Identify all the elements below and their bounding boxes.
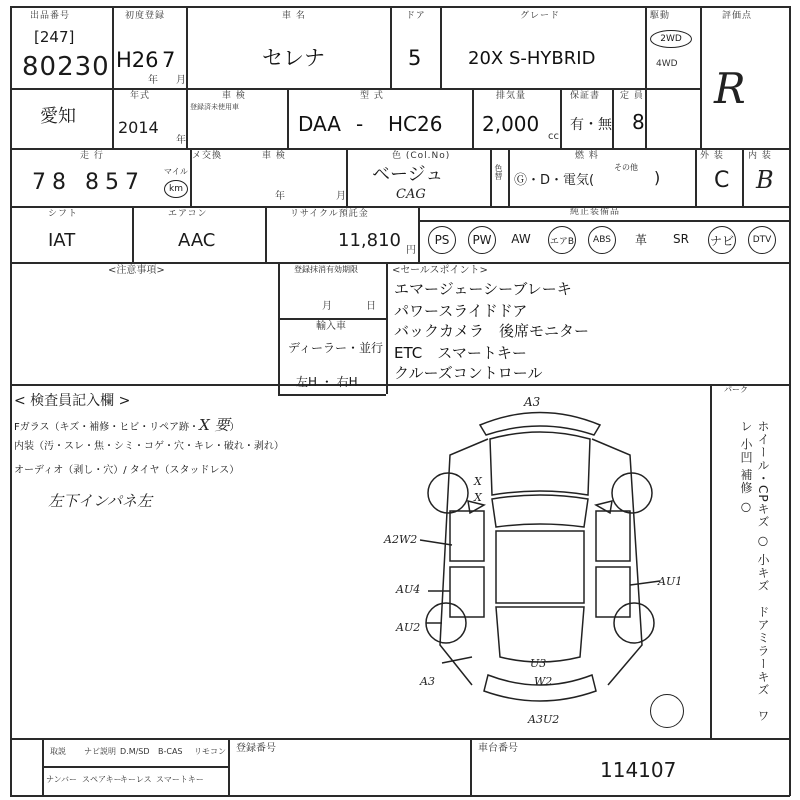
first-reg-era: H26 — [116, 48, 159, 72]
shift: IAT — [48, 230, 76, 251]
stamp-circle — [650, 694, 684, 728]
r3-v4 — [508, 148, 510, 206]
footer-item-2: ナビ説明 — [84, 747, 116, 756]
type-dash: - — [356, 112, 364, 136]
roof — [496, 531, 584, 603]
recycle: 11,810 — [338, 230, 401, 251]
grade-label: グレード — [520, 11, 561, 21]
recycle-label: リサイクル預託金 — [290, 209, 369, 219]
r1-v5 — [645, 6, 647, 148]
fuel-other: その他 — [614, 163, 638, 172]
sales-point-4: ETC スマートキー — [394, 344, 527, 362]
equip-5: ABS — [588, 226, 616, 254]
interior-label: 内 装 — [748, 151, 772, 161]
reg-expiry-month: 月 — [322, 301, 332, 312]
first-reg-label: 初度登録 — [125, 11, 166, 21]
r1-v6 — [700, 6, 702, 148]
equip-label-sep — [418, 220, 790, 222]
r4-v1 — [132, 206, 134, 262]
door-left-front — [450, 511, 484, 561]
model-year-label: 年式 — [130, 91, 151, 101]
hood — [490, 432, 590, 495]
equip-1: PS — [428, 226, 456, 254]
notes-h1 — [278, 318, 386, 320]
r2-v1 — [186, 88, 188, 148]
area: 愛知 — [40, 106, 76, 127]
r2-v2 — [287, 88, 289, 148]
f-v3 — [470, 738, 472, 795]
mileage: 78 857 — [32, 170, 145, 195]
type-code: HC26 — [388, 112, 443, 136]
mark-rear-1: U3 — [530, 657, 547, 670]
inspection-sub: 登録済未使用車 — [190, 103, 239, 111]
exhibit-no-label: 出品番号 — [30, 11, 71, 21]
exhibit-tag: [247] — [34, 28, 75, 46]
footer-sep — [10, 738, 790, 740]
notes-v1 — [278, 262, 280, 394]
mark-line-1 — [420, 540, 452, 545]
sales-point-2: パワースライドドア — [394, 302, 528, 320]
r3-v3 — [490, 148, 492, 206]
model-year-suffix: 年 — [176, 135, 186, 146]
mile-label: マイル — [164, 167, 188, 176]
equip-4: エアB — [548, 226, 576, 254]
equip-6: 革 — [634, 232, 647, 247]
row3-month-suffix: 月 — [336, 191, 346, 202]
sales-point-5: クルーズコントロール — [394, 364, 543, 382]
shift-label: シフト — [48, 209, 79, 219]
mark-bottom: A3U2 — [528, 713, 560, 726]
r4-v2 — [265, 206, 267, 262]
equip-9: DTV — [748, 226, 776, 254]
mark-left-3: AU2 — [396, 621, 421, 634]
mark-right-1: AU1 — [658, 575, 683, 588]
capacity: 8 — [632, 110, 645, 134]
row3-inspection-label: 車 検 — [262, 151, 286, 161]
equip-8: ナビ — [708, 226, 736, 254]
equip-3: AW — [511, 232, 531, 246]
import-label: 輸入車 — [316, 321, 346, 332]
fuel-close: ) — [654, 168, 661, 187]
side-h — [710, 384, 790, 386]
color-label: 色 (Col.No) — [392, 151, 451, 161]
mark-rear-2: W2 — [534, 675, 553, 688]
inspector-line1-suffix: ） — [229, 422, 240, 433]
footer-item-3: D.M/SD — [120, 747, 150, 756]
warranty: 有・無 — [570, 117, 612, 133]
frame-top — [10, 6, 790, 8]
mark-left-2: AU4 — [396, 583, 421, 596]
chassis-no: 114107 — [600, 758, 677, 782]
mark-x-2: X — [474, 491, 482, 504]
fuel-label: 燃 料 — [575, 151, 599, 161]
exterior: C — [714, 168, 730, 193]
row3-sep — [10, 206, 790, 208]
reg-no-label: 登録番号 — [236, 743, 276, 754]
f-v2 — [228, 738, 230, 795]
doors-label: ドア — [406, 11, 426, 21]
notes-h2 — [278, 394, 386, 396]
mileage-label: 走 行 — [80, 151, 104, 161]
row4-sep — [10, 262, 790, 264]
equip-2: PW — [468, 226, 496, 254]
inspector-line1 — [14, 418, 240, 433]
fuel-options: Ⓖ・D・電気( — [514, 173, 595, 188]
mark-left-4: A3 — [420, 675, 435, 688]
first-reg-month: 7 — [162, 48, 176, 72]
r1-v1 — [112, 6, 114, 148]
footer-item-7: スペアキー — [82, 775, 122, 784]
side-header: パーク — [724, 385, 748, 394]
footer-item-5: リモコン — [194, 747, 226, 756]
footer-item-6: ナンバー — [46, 775, 78, 784]
r3-v2 — [346, 148, 348, 206]
km-label: km — [164, 180, 188, 198]
mark-line-4 — [442, 657, 472, 663]
footer-item-1: 取説 — [50, 747, 66, 756]
exterior-label: 外 装 — [700, 151, 724, 161]
drive-label: 駆動 — [650, 11, 671, 21]
r1-v3 — [390, 6, 392, 88]
drive-4wd: 4WD — [656, 59, 678, 69]
ac-label: エアコン — [168, 209, 208, 219]
mark-left-1: A2W2 — [384, 533, 418, 546]
side-v — [710, 384, 712, 738]
yen: 円 — [406, 245, 416, 256]
score: R — [714, 64, 746, 113]
rear-window — [496, 607, 584, 662]
frame-right — [789, 6, 791, 796]
body-right — [592, 439, 642, 685]
inspector-line1-prefix: Fガラス（キズ・補修・ヒビ・リペア跡・ — [14, 422, 200, 433]
first-reg-month-suffix: 月 — [176, 75, 186, 86]
wheel-rear-right — [614, 603, 654, 643]
door-left-rear — [450, 567, 484, 617]
frame-left — [10, 6, 12, 796]
interior: B — [756, 166, 774, 194]
r1-v4 — [440, 6, 442, 88]
mark-top: A3 — [524, 395, 541, 409]
drive-2wd: 2WD — [650, 30, 692, 48]
row1-sep — [10, 88, 700, 90]
mark-x-1: X — [474, 475, 482, 488]
doors: 5 — [408, 46, 422, 70]
sales-point-label: <セールスポイント> — [392, 265, 488, 276]
r1-v2 — [186, 6, 188, 88]
r3-v6 — [742, 148, 744, 206]
car-name-label: 車 名 — [282, 11, 306, 21]
inspector-title: < 検査員記入欄 > — [14, 393, 131, 409]
warranty-label: 保証書 — [570, 91, 601, 101]
capacity-label: 定 員 — [620, 91, 644, 101]
row2-sep — [10, 148, 790, 150]
footer-item-8: キーレス — [120, 775, 152, 784]
r2-v4 — [560, 88, 562, 148]
caution-label: <注意事項> — [108, 265, 165, 276]
first-reg-year-suffix: 年 — [148, 75, 158, 86]
frame-bottom — [10, 795, 790, 797]
windshield — [492, 495, 588, 527]
type-prefix: DAA — [298, 112, 341, 136]
type-label: 型 式 — [360, 91, 384, 101]
r3-v5 — [695, 148, 697, 206]
inspection-label: 車 検 — [222, 91, 246, 101]
r2-v3 — [472, 88, 474, 148]
color: ベージュ — [372, 164, 444, 185]
color-change-label: 色替 — [494, 164, 503, 180]
r4-v3 — [418, 206, 420, 262]
color-code: CAG — [396, 187, 426, 202]
meter-change-label: メ交換 — [192, 151, 223, 161]
grade: 20X S-HYBRID — [468, 48, 596, 69]
cc: cc — [548, 131, 559, 142]
equip-7: SR — [673, 232, 689, 246]
notes-sep — [10, 384, 710, 386]
door-right-rear — [596, 567, 630, 617]
sales-point-3: バックカメラ 後席モニター — [394, 322, 590, 340]
score-label: 評価点 — [722, 11, 753, 21]
exhibit-no: 80230 — [22, 52, 110, 82]
inspector-handwritten: 左下インパネ左 — [48, 492, 152, 510]
inspector-line3: オーディオ（剥し・穴）/ タイヤ（スタッドレス） — [14, 465, 240, 476]
ac: AAC — [178, 230, 216, 251]
side-text: ホイール・CPキズ ○ 小キズ ドアミラーキズ ワレ 小凹 補修 ○ — [739, 420, 770, 723]
reg-expiry-day: 日 — [366, 301, 376, 312]
inspector-line2: 内装（汚・スレ・焦・シミ・コゲ・穴・キレ・破れ・剥れ） — [14, 441, 284, 452]
row3-year-suffix: 年 — [275, 191, 285, 202]
sales-point-1: エマージェーシーブレーキ — [394, 280, 572, 298]
car-name: セレナ — [262, 46, 325, 70]
footer-item-4: B-CAS — [158, 747, 183, 756]
f-h1 — [42, 766, 228, 768]
displacement: 2,000 — [482, 112, 540, 136]
r2-v5 — [612, 88, 614, 148]
notes-v2 — [386, 262, 388, 394]
mark-line-5 — [630, 581, 660, 585]
import-value: ディーラー・並行 — [288, 341, 384, 355]
model-year: 2014 — [118, 118, 159, 137]
inspector-line1-mark: X 要 — [199, 416, 230, 434]
equip-label: 純正装備品 — [570, 207, 621, 217]
footer-item-9: スマートキー — [156, 775, 204, 784]
chassis-label: 車台番号 — [478, 743, 518, 754]
handle-value: 左H ・ 右H — [296, 375, 358, 389]
door-right-front — [596, 511, 630, 561]
displacement-label: 排気量 — [496, 91, 527, 101]
reg-expiry-label: 登録抹消有効期限 — [294, 265, 358, 274]
